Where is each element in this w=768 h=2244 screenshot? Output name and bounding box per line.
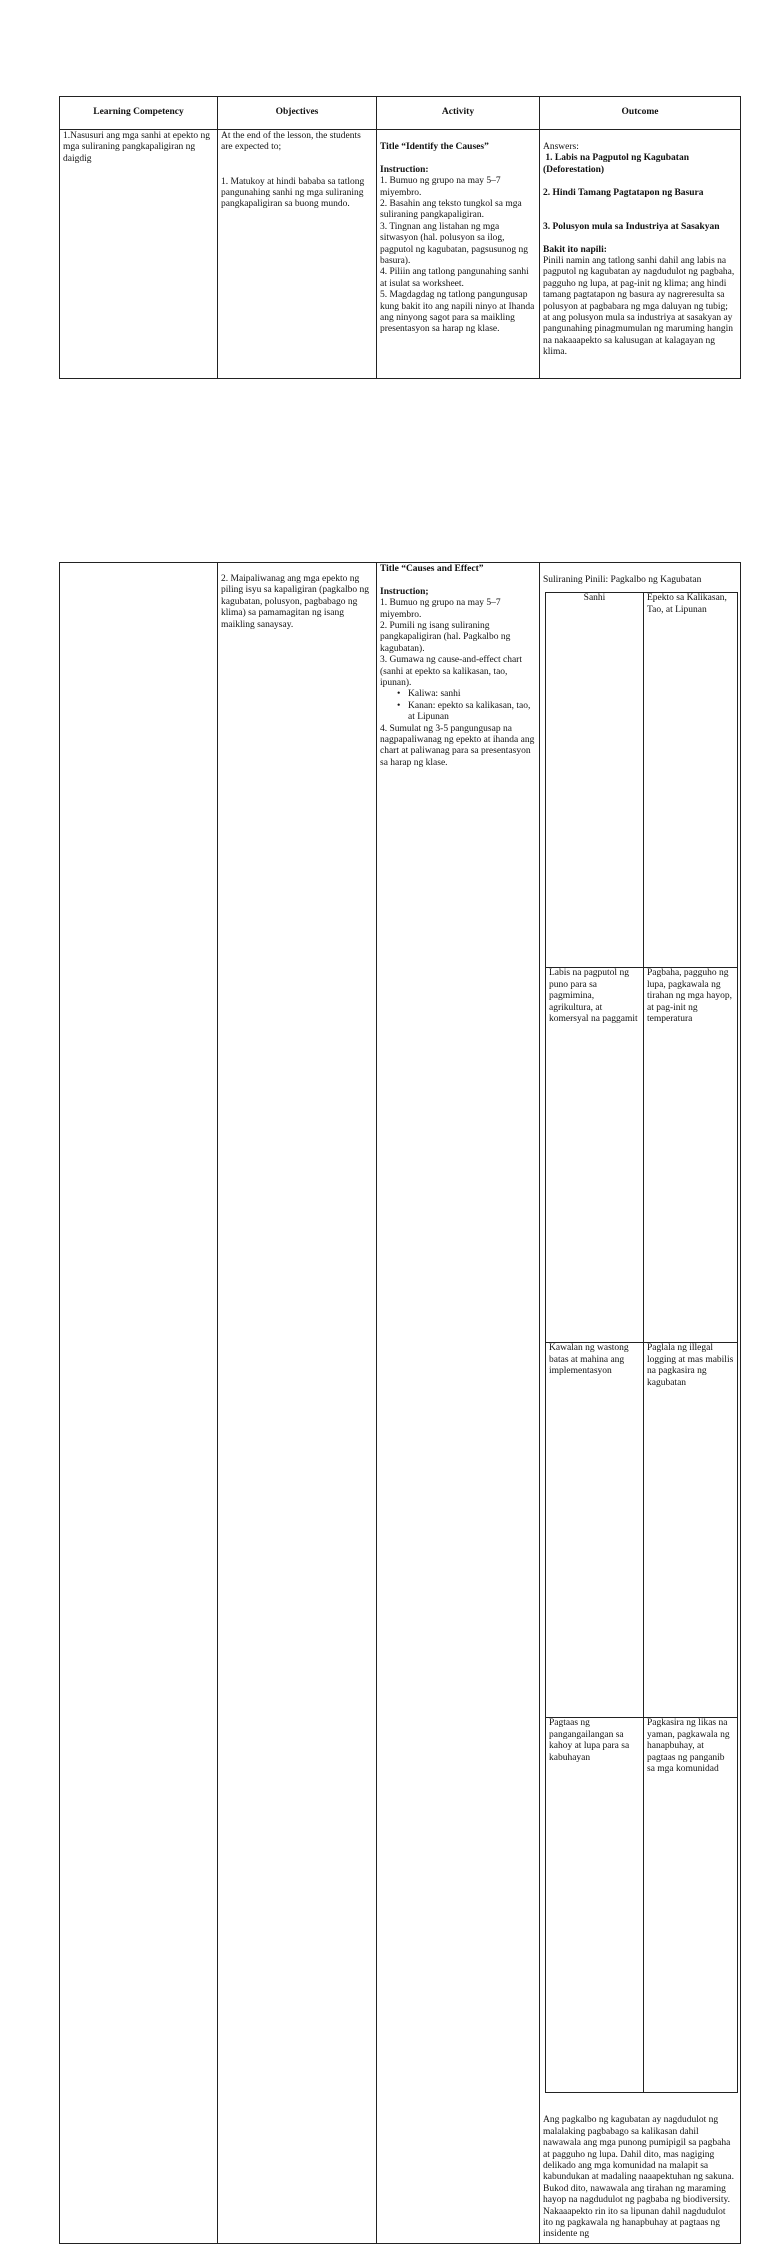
chart-row: [546, 1343, 738, 1718]
instruction-label: Instruction:: [380, 164, 429, 175]
table-row: [60, 563, 741, 2244]
competency-cell: [60, 563, 218, 2244]
chart-effect-cell: Pagkasira ng likas na yaman, pagkawala ng hanapbuhay, at pagtaas ng panganib sa mga komunidad: [644, 1718, 738, 2093]
instruction-step-4: 4. Sumulat ng 3-5 pangungusap na nagpapaliwanag ng epekto at ihanda ang chart at paliwanag para sa presentasyon sa harap ng klase.: [380, 723, 535, 768]
answers-label: Answers:: [543, 142, 579, 152]
list-item: • Kanan: epekto sa kalikasan, tao, at Lipunan: [397, 700, 531, 723]
bullet-icon: •: [397, 700, 401, 711]
chart-guide-list: [380, 689, 536, 723]
why-chosen-text: Pinili namin ang tatlong sanhi dahil ang labis na pagputol ng kagubatan ay nagdudulot ng pagbaha, pagguho ng lupa, at pag-init ng klima; ang hindi tamang pagtatapon ng basura ay nagreresulta sa polusyon at pagbabara ng mga daluyan ng tubig; at ang polusyon mula sa industriya at sasakyan ay pangunahing pinagmumulan ng maruming hangin na nakaaapekto sa kalusugan at kalagayan ng klima.: [543, 256, 735, 358]
activity-title: Title “Identify the Causes”: [380, 142, 489, 152]
lesson-plan-table-1: [59, 96, 741, 379]
why-chosen-label: Bakit ito napili:: [543, 244, 607, 255]
instruction-steps: 1. Bumuo ng grupo na may 5–7 miyembro. 2. Basahin ang teksto tungkol sa mga suliraning pangkapaligiran. 3. Tingnan ang listahan ng mga sitwasyon (hal. polusyon sa ilog, pagputol ng kagubatan, pagsusunog ng basura). 4. Piliin ang tatlong pangunahing sanhi at isulat sa worksheet. 5. Magdagdag ng tatlong pangungusap kung bakit ito ang napili ninyo at Ihanda ang ninyong sagot para sa maikling presentasyon sa harap ng klase.: [380, 176, 535, 335]
competency-text: 1.Nasusuri ang mga sanhi at epekto ng mga suliraning pangkapaligiran ng daigdig: [63, 131, 210, 164]
outcome-cell: [540, 563, 741, 2244]
chosen-issue: Suliraning Pinili: Pagkalbo ng Kagubatan: [543, 575, 702, 585]
objective-item: 2. Maipaliwanag ang mga epekto ng piling isyu sa kapaligiran (pagkalbo ng kagubatan, polusyon, pagbabago ng klima) sa pamamagitan ng isang maikling sanaysay.: [221, 574, 370, 630]
chart-effect-cell: Pagbaha, pagguho ng lupa, pagkawala ng tirahan ng mga hayop, at pag-init ng temperatura: [644, 968, 738, 1343]
header-activity: Activity: [377, 97, 540, 130]
header-outcome: Outcome: [540, 97, 741, 130]
objectives-intro: At the end of the lesson, the students are expected to;: [221, 131, 361, 153]
chart-header-cause: Sanhi: [546, 593, 644, 968]
lesson-plan-table-2: [59, 562, 741, 2244]
objectives-cell: [218, 130, 377, 379]
chart-header-effect: Epekto sa Kalikasan, Tao, at Lipunan: [644, 593, 738, 968]
instruction-label: Instruction;: [380, 586, 429, 597]
chart-cause-cell: Labis na pagputol ng puno para sa pagmimina, agrikultura, at komersyal na paggamit: [546, 968, 644, 1343]
activity-cell: [377, 563, 540, 2244]
chart-header-row: [546, 593, 738, 968]
objectives-cell: [218, 563, 377, 2244]
answer-2: 2. Hindi Tamang Pagtatapon ng Basura: [543, 187, 704, 198]
chart-cause-cell: Pagtaas ng pangangailangan sa kahoy at lupa para sa kabuhayan: [546, 1718, 644, 2093]
outcome-cell: [540, 130, 741, 379]
table-row: [60, 130, 741, 379]
activity-title: Title “Causes and Effect”: [380, 564, 484, 574]
chart-effect-cell: Paglala ng illegal logging at mas mabilis na pagkasira ng kagubatan: [644, 1343, 738, 1718]
chart-row: [546, 1718, 738, 2093]
activity-cell: [377, 130, 540, 379]
chart-cause-cell: Kawalan ng wastong batas at mahina ang implementasyon: [546, 1343, 644, 1718]
answer-3: 3. Polusyon mula sa Industriya at Sasakyan: [543, 221, 720, 232]
essay-text: Ang pagkalbo ng kagubatan ay nagdudulot ng malalaking pagbabago sa kalikasan dahil nawawala ang mga punong pumipigil sa pagbaha at pagguho ng lupa. Dahil dito, mas nagiging delikado ang mga komunidad na malapit sa kabundukan at madaling naaapektuhan ng sakuna. Bukod dito, nawawala ang tirahan ng maraming hayop na nagdudulot ng pagbaba ng biodiversity. Nakaaapekto rin ito sa lipunan dahil nagdudulot ito ng pagkawala ng hanapbuhay at pagtaas ng insidente ng: [543, 2115, 734, 2240]
competency-cell: [60, 130, 218, 379]
bullet-icon: •: [397, 689, 401, 700]
objective-item: 1. Matukoy at hindi bababa sa tatlong pangunahing sanhi ng mga suliraning pangkapaligiran sa buong mundo.: [221, 176, 365, 210]
competency-text: [60, 563, 217, 566]
list-item: • Kaliwa: sanhi: [397, 689, 461, 700]
answer-1: 1. Labis na Pagputol ng Kagubatan (Deforestation): [543, 153, 692, 175]
header-learning-competency: Learning Competency: [60, 97, 218, 130]
cause-effect-chart: [545, 592, 738, 2093]
chart-row: [546, 968, 738, 1343]
table-header-row: [60, 97, 741, 130]
header-objectives: Objectives: [218, 97, 377, 130]
instruction-steps: 1. Bumuo ng grupo na may 5–7 miyembro. 2. Pumili ng isang suliraning pangkapaligiran (hal. Pagkalbo ng kagubatan). 3. Gumawa ng cause-and-effect chart (sanhi at epekto sa kalikasan, tao, ipunan).: [380, 598, 522, 689]
